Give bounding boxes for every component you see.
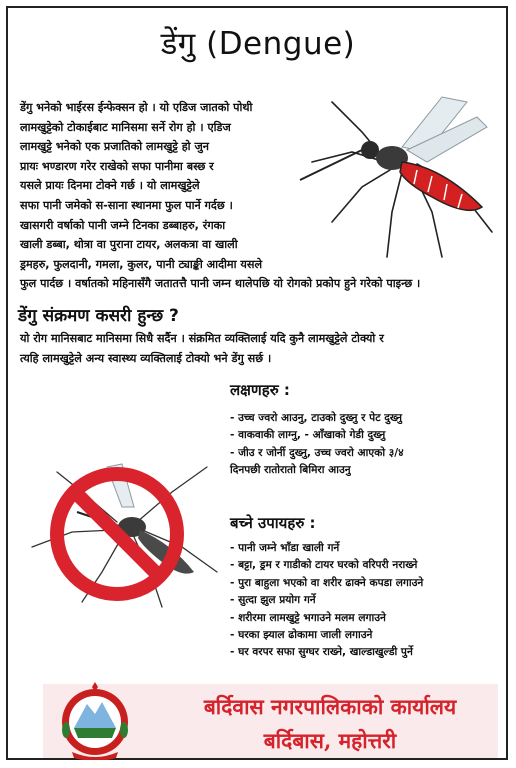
list-item: - पानी जम्ने भाँडा खाली गर्ने (230, 542, 340, 554)
symptoms-heading: लक्षणहरु : (230, 381, 290, 399)
symptoms-list (230, 410, 404, 480)
intro-line: खासगरी वर्षाको पानी जम्ने टिनका डब्बाहरु, रंगका (20, 218, 226, 232)
transmission-line: त्यहि लामखुट्टेले अन्य स्वास्थ्य व्यक्तिलाई टोक्यो भने डेंगु सर्छ । (20, 352, 272, 365)
intro-line: यसले प्रायः दिनमा टोक्ने गर्छ । यो लामखुट्टेले (20, 179, 200, 193)
intro-line: सफा पानी जमेको स-साना स्थानमा फुल पार्ने गर्दछ । (20, 198, 233, 212)
intro-paragraph (20, 98, 290, 274)
list-item: - पुरा बाहुला भएको वा शरीर ढाक्ने कपडा लगाउने (230, 576, 424, 589)
transmission-paragraph (20, 329, 500, 369)
intro-line: ड्रमहरु, फुलदानी, गमला, कुलर, पानी ट्याङ्की आदीमा यसले (20, 257, 263, 271)
intro-last-line: फुल पार्दछ । वर्षातको महिनासँगै जतातत्तै पानी जम्न थालेपछि यो रोगको प्रकोप हुने गरेको पाइन्छ । (20, 277, 421, 290)
footer-location: बर्दिबास, महोत्तरी (263, 728, 397, 753)
intro-line: प्रायः भण्डारण गरेर राखेको सफा पानीमा बस्छ र (20, 159, 214, 173)
list-item: - सुत्दा झुल प्रयोग गर्ने (230, 594, 316, 607)
list-item: - शरीरमा लामखुट्टे भगाउने मलम लगाउने (230, 611, 386, 624)
intro-line: लामखुट्टेको टोकाईबाट मानिसमा सर्ने रोग हो । एडिज (20, 120, 231, 134)
list-item: - घर वरपर सफा सुग्घर राख्ने, खाल्डाखुल्डी पुर्ने (230, 646, 413, 659)
footer-office-name: बर्दिवास नगरपालिकाको कार्यालय (203, 694, 457, 719)
list-item: - बट्टा, ड्रम र गाडीको टायर घरको वरिपरी नराख्ने (230, 559, 418, 572)
footer-text (150, 690, 510, 758)
list-item: - जीउ र जोर्नी दुख्नु, उच्च ज्वरो आएको ३/४ (230, 446, 404, 459)
no-mosquito-sign (22, 452, 222, 612)
transmission-heading: डेंगु संक्रमण कसरी हुन्छ ? (18, 306, 179, 326)
intro-line: डेंगु भनेको भाईरस ईन्फेक्सन हो । यो एडिज जातको पोथी (20, 101, 253, 114)
intro-line: लामखुट्टे भनेको एक प्रजातिको लामखुट्टे हो जुन (20, 140, 209, 154)
municipality-emblem (52, 680, 138, 760)
list-item: - उच्च ज्वरो आउनु, टाउको दुख्नु र पेट दुख्नु (230, 412, 402, 424)
list-item: - वाकवाकी लाग्नु, - आँखाको गेडी दुख्नु (230, 429, 386, 442)
list-item: - घरका झ्याल ढोकामा जाली लगाउने (230, 629, 373, 642)
list-item: दिनपछी रातोरातो बिमिरा आउनु (230, 464, 351, 477)
prevention-heading: बच्ने उपायहरु : (230, 514, 316, 532)
page-title: डेंगु (Dengue) (160, 26, 356, 62)
intro-line: खाली डब्बा, थोत्रा वा पुराना टायर, अलकत्रा वा खाली (20, 238, 238, 252)
transmission-line: यो रोग मानिसबाट मानिसमा सिधै सर्दैन । संक्रमित व्यक्तिलाई यदि कुनै लामखुट्टेले टोक्यो र (20, 332, 384, 345)
prevention-list (230, 540, 423, 662)
mosquito-illustration (292, 92, 502, 267)
